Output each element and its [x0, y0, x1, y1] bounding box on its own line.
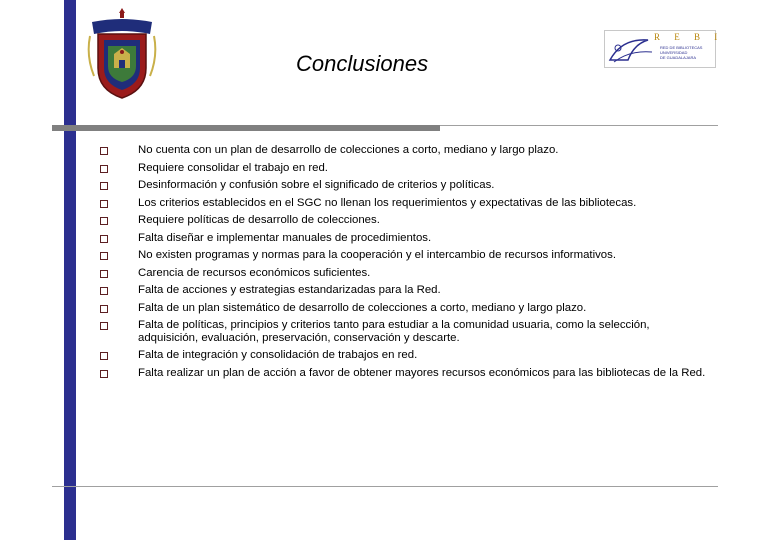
- list-item: [100, 214, 710, 227]
- rebi-logo-subtitle: [660, 45, 702, 60]
- list-item: [100, 367, 710, 380]
- list-item-text: Requiere consolidar el trabajo en red.: [138, 161, 328, 174]
- square-bullet-icon: [100, 165, 108, 173]
- square-bullet-icon: [100, 270, 108, 278]
- conclusions-list: [100, 144, 710, 384]
- list-item: [100, 349, 710, 362]
- square-bullet-icon: [100, 217, 108, 225]
- list-item-text: Falta de políticas, principios y criterios tanto para estudiar a la comunidad usuaria, como la selección, adquisición, evaluación, preservación, conservación y descarte.: [138, 319, 650, 344]
- rebi-logo-letters: R E B I: [654, 32, 724, 42]
- list-item-text: No cuenta con un plan de desarrollo de colecciones a corto, mediano y largo plazo.: [138, 144, 559, 156]
- list-item-text: No existen programas y normas para la cooperación y el intercambio de recursos informativos.: [138, 249, 616, 261]
- slide-title: Conclusiones: [296, 51, 429, 76]
- list-item-text: Falta de integración y consolidación de trabajos en red.: [138, 349, 418, 361]
- list-item-text: Los criterios establecidos en el SGC no llenan los requerimientos y expectativas de las bibliotecas.: [138, 196, 637, 209]
- square-bullet-icon: [100, 252, 108, 260]
- list-item-text: Carencia de recursos económicos suficientes.: [138, 266, 371, 279]
- list-item: [100, 319, 710, 344]
- title-divider: [52, 122, 718, 132]
- list-item-text: Falta de un plan sistemático de desarrollo de colecciones a corto, mediano y largo plazo.: [138, 301, 587, 314]
- title-divider-thick: [52, 125, 440, 131]
- list-item: [100, 197, 710, 210]
- rebi-logo-line: UNIVERSIDAD: [660, 50, 688, 55]
- square-bullet-icon: [100, 235, 108, 243]
- square-bullet-icon: [100, 370, 108, 378]
- square-bullet-icon: [100, 305, 108, 313]
- list-item: [100, 232, 710, 245]
- square-bullet-icon: [100, 322, 108, 330]
- list-item: [100, 179, 710, 192]
- list-item-text: Falta diseñar e implementar manuales de procedimientos.: [138, 231, 432, 244]
- list-item: [100, 249, 710, 262]
- rebi-logo-line: DE GUADALAJARA: [660, 55, 697, 60]
- left-accent-bar: [64, 0, 76, 540]
- title-divider-thin: [440, 125, 718, 126]
- rebi-logo-line: RED DE BIBLIOTECAS: [660, 45, 703, 50]
- square-bullet-icon: [100, 182, 108, 190]
- square-bullet-icon: [100, 287, 108, 295]
- square-bullet-icon: [100, 147, 108, 155]
- list-item: [100, 267, 710, 280]
- square-bullet-icon: [100, 352, 108, 360]
- list-item: [100, 162, 710, 175]
- footer-divider: [52, 486, 718, 487]
- list-item: [100, 144, 710, 157]
- list-item-text: Falta realizar un plan de acción a favor de obtener mayores recursos económicos para las bibliotecas de la Red.: [138, 366, 706, 379]
- list-item-text: Requiere políticas de desarrollo de colecciones.: [138, 214, 380, 226]
- list-item: [100, 284, 710, 297]
- list-item-text: Desinformación y confusión sobre el significado de criterios y políticas.: [138, 179, 495, 191]
- square-bullet-icon: [100, 200, 108, 208]
- list-item: [100, 302, 710, 315]
- university-crest-logo: [86, 6, 158, 102]
- list-item-text: Falta de acciones y estrategias estandarizadas para la Red.: [138, 284, 441, 296]
